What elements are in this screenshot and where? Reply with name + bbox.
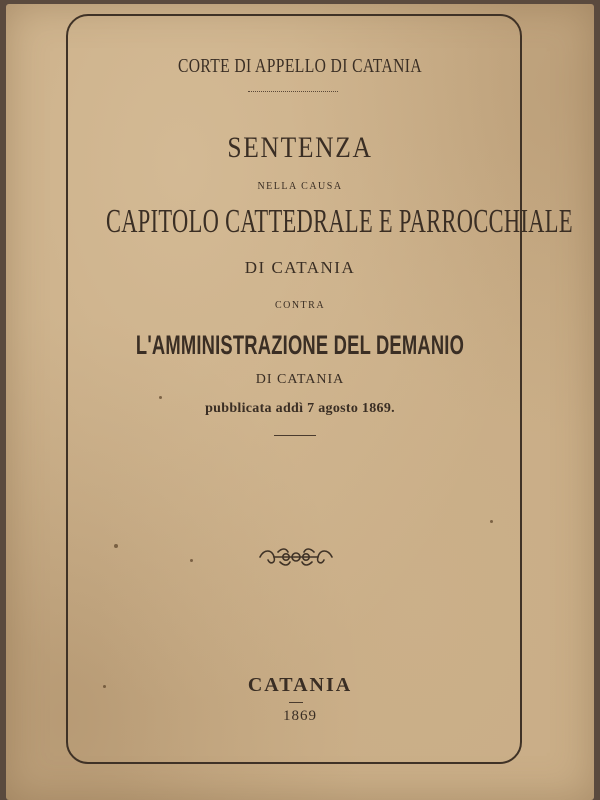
intro-text: NELLA CAUSA — [257, 181, 343, 192]
defendant-city: DI CATANIA — [255, 372, 345, 387]
dotted-divider — [248, 91, 338, 92]
ink-speck — [190, 559, 193, 562]
plaintiff-city: DI CATANIA — [244, 258, 356, 277]
versus-text: CONTRA — [274, 300, 326, 311]
court-name: CORTE DI APPELLO DI CATANIA — [177, 55, 423, 77]
ink-speck — [159, 396, 162, 399]
document-title: SENTENZA — [227, 131, 373, 164]
publication-place: CATANIA — [247, 674, 353, 696]
tiny-divider — [289, 702, 303, 703]
short-divider — [274, 435, 316, 436]
plaintiff-name: CAPITOLO CATTEDRALE E PARROCCHIALE — [105, 203, 573, 240]
ornament-icon — [258, 545, 334, 569]
document-page — [6, 4, 594, 800]
publication-year: 1869 — [283, 708, 317, 724]
ink-speck — [114, 544, 118, 548]
ink-speck — [490, 520, 493, 523]
ink-speck — [103, 685, 106, 688]
defendant-name: L'AMMINISTRAZIONE DEL DEMANIO — [135, 330, 465, 360]
page-border-frame — [66, 14, 573, 764]
publication-date: pubblicata addì 7 agosto 1869. — [205, 401, 395, 416]
